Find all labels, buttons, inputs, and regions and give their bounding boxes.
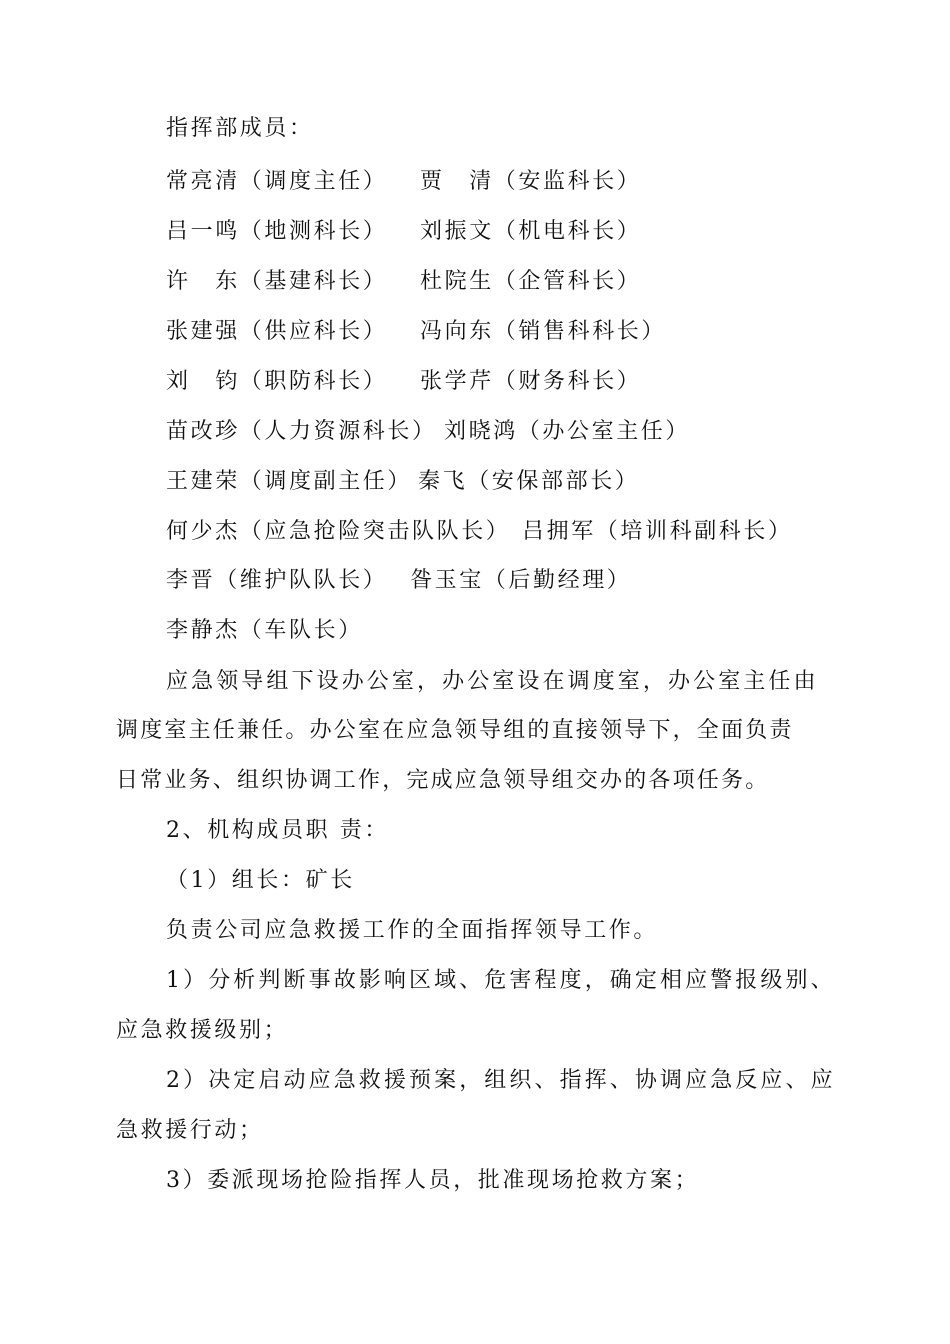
duty-item-line: 应急救援级别； bbox=[116, 1018, 289, 1043]
member-row-left: 张建强（供应科长） bbox=[166, 319, 388, 344]
subsection-title: （1）组长：矿长 bbox=[166, 868, 355, 893]
member-row-left: 何少杰（应急抢险突击队队长） bbox=[166, 519, 511, 544]
member-row-right: 吕拥军（培训科副科长） bbox=[522, 519, 793, 544]
duty-item-line: 急救援行动； bbox=[116, 1118, 264, 1143]
member-row-left: 李静杰（车队长） bbox=[166, 618, 363, 643]
duty-item-line: 1）分析判断事故影响区域、危害程度，确定相应警报级别、 bbox=[166, 968, 836, 993]
office-paragraph-line: 应急领导组下设办公室，办公室设在调度室，办公室主任由 bbox=[166, 669, 819, 694]
member-row-right: 昝玉宝（后勤经理） bbox=[410, 568, 632, 593]
member-row-left: 常亮清（调度主任） bbox=[166, 169, 388, 194]
member-row-left: 吕一鸣（地测科长） bbox=[166, 219, 388, 244]
section-title: 2、机构成员职 责： bbox=[166, 818, 389, 843]
office-paragraph-line: 调度室主任兼任。办公室在应急领导组的直接领导下，全面负责 bbox=[116, 718, 794, 743]
office-paragraph-line: 日常业务、组织协调工作，完成应急领导组交办的各项任务。 bbox=[116, 768, 770, 793]
member-row-right: 刘晓鸿（办公室主任） bbox=[444, 419, 691, 444]
leader-duty: 负责公司应急救援工作的全面指挥领导工作。 bbox=[166, 918, 659, 943]
member-row-left: 苗改珍（人力资源科长） bbox=[166, 419, 437, 444]
member-row-left: 李晋（维护队队长） bbox=[166, 568, 388, 593]
member-row-left: 刘 钧（职防科长） bbox=[166, 369, 388, 394]
member-row-left: 许 东（基建科长） bbox=[166, 269, 388, 294]
member-row-right: 杜院生（企管科长） bbox=[420, 269, 642, 294]
member-row-right: 冯向东（销售科科长） bbox=[420, 319, 667, 344]
member-row-right: 刘振文（机电科长） bbox=[420, 219, 642, 244]
duty-item-line: 3）委派现场抢险指挥人员，批准现场抢救方案； bbox=[166, 1168, 700, 1193]
member-row-right: 秦飞（安保部部长） bbox=[418, 469, 640, 494]
duty-item-line: 2）决定启动应急救援预案，组织、指挥、协调应急反应、应 bbox=[166, 1068, 836, 1093]
members-heading: 指挥部成员： bbox=[166, 116, 314, 141]
member-row-right: 张学芹（财务科长） bbox=[420, 369, 642, 394]
member-row-left: 王建荣（调度副主任） bbox=[166, 469, 413, 494]
member-row-right: 贾 清（安监科长） bbox=[420, 169, 642, 194]
